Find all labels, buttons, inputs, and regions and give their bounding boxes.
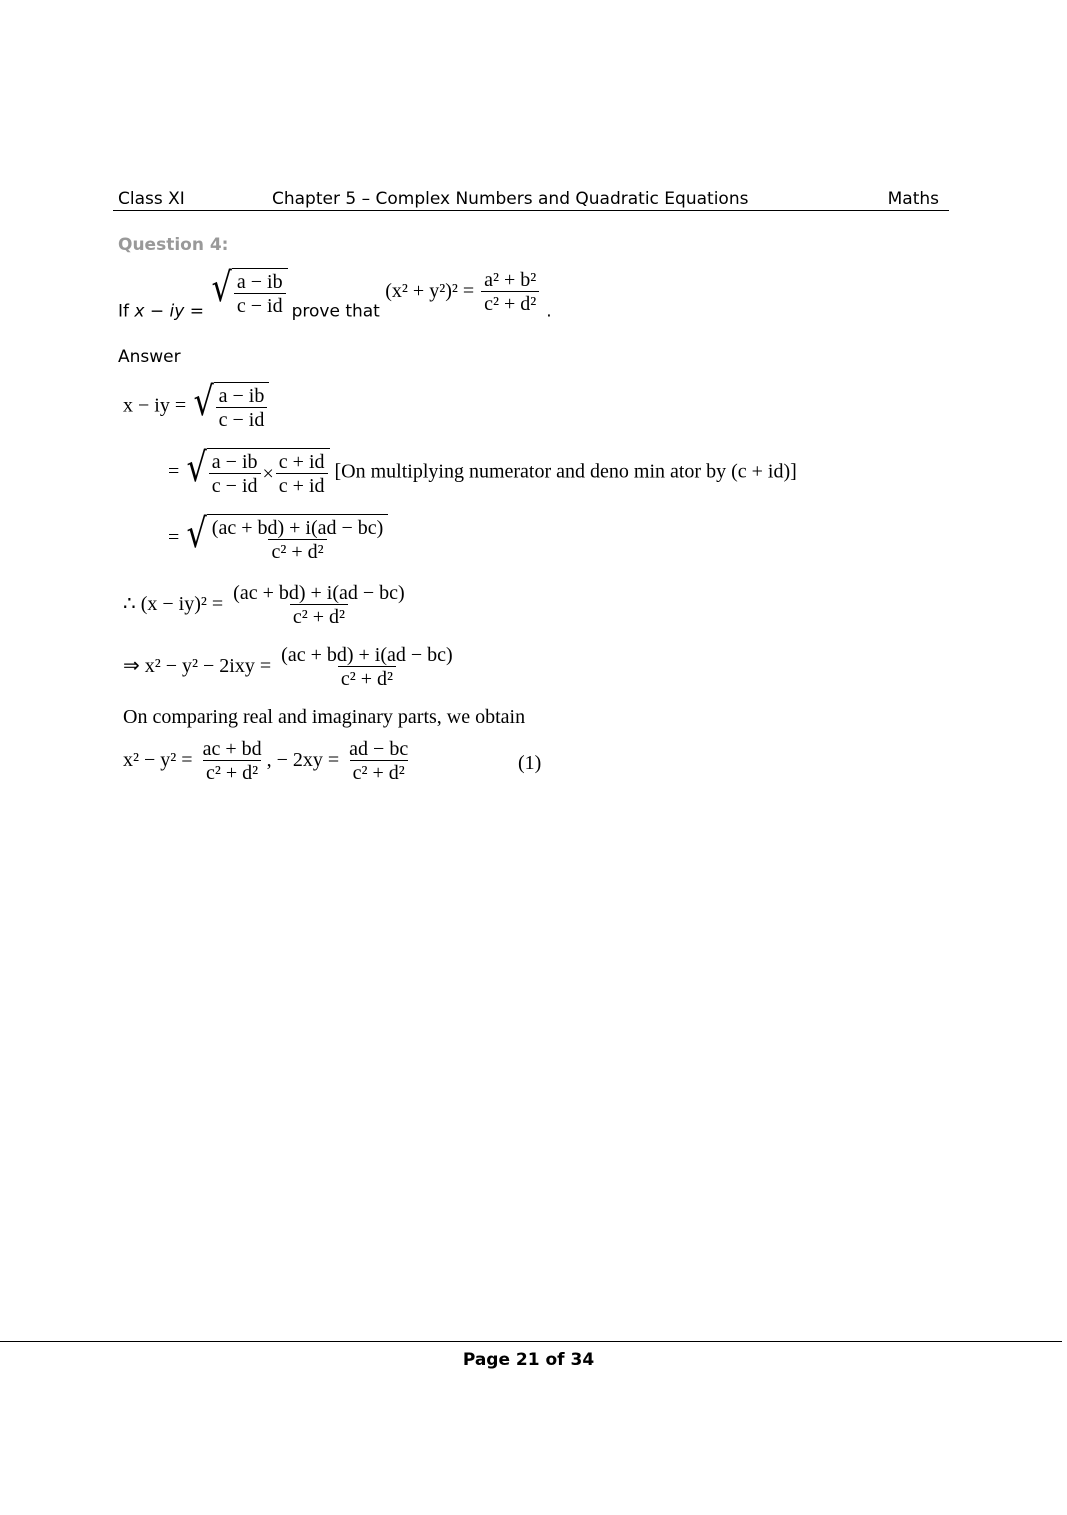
page-number: Page 21 of 34 bbox=[462, 1350, 595, 1370]
header-subject: Maths bbox=[887, 189, 939, 209]
step-5: ⇒ x² − y² − 2ixy = $\frac{(ac + bd) + i(ad - bc)}{\text{c² + d²}}$ bbox=[123, 644, 453, 690]
answer-label: Answer bbox=[118, 347, 181, 367]
page-header bbox=[113, 186, 949, 211]
step-4: ∴ (x − iy)² = $\frac{(ac + bd) + i(ad - bc)}{\text{c² + d²}}$ bbox=[123, 582, 405, 628]
step-2: = √ $\frac{a - ib}{c - id}$ × $\frac{c + id}{c + id}$ [On multiplying numerator and deno min ator by (c + id)] bbox=[168, 445, 797, 497]
step-7: x² − y² = $\frac{ac + bd}{\text{c² + d²}}$ , − 2xy = $\frac{ad - bc}{\text{c² + d²}}$ (1) bbox=[123, 738, 542, 784]
equation-label: (1) bbox=[518, 752, 542, 774]
step-1: x − iy = √ $\frac{a - ib}{c - id}$ bbox=[123, 382, 269, 432]
header-chapter: Chapter 5 – Complex Numbers and Quadratic Equations bbox=[272, 189, 749, 209]
question-eq: = bbox=[184, 301, 210, 322]
question-sqrt: √ $\frac{a - ib}{c - id}$ bbox=[209, 268, 287, 318]
step-3: = √ $\frac{(ac + bd) + i(ad - bc)}{\text{c² + d²}}$ bbox=[168, 514, 388, 564]
prove-expression: (x² + y²)² = $\frac{\text{a² + b²}}{\text{c² + d²}}$ bbox=[385, 280, 546, 302]
radical-sign: √ bbox=[211, 265, 233, 311]
question-lhs: x − iy bbox=[134, 301, 185, 322]
question-mid: prove that bbox=[291, 301, 386, 322]
header-class: Class XI bbox=[118, 189, 185, 209]
step-2-note: [On multiplying numerator and deno min ator by (c + id)] bbox=[334, 460, 797, 483]
question-title: Question 4: bbox=[118, 235, 229, 255]
step-6-text: On comparing real and imaginary parts, we obtain bbox=[123, 706, 526, 728]
question-statement: If x − iy = √ $\frac{a - ib}{c - id}$ prove that (x² + y²)² = $\frac{\text{a² + b²}}{\text{c² + d²}}$ . bbox=[118, 265, 552, 322]
footer-divider bbox=[0, 1341, 1062, 1342]
question-prefix: If bbox=[118, 301, 135, 322]
